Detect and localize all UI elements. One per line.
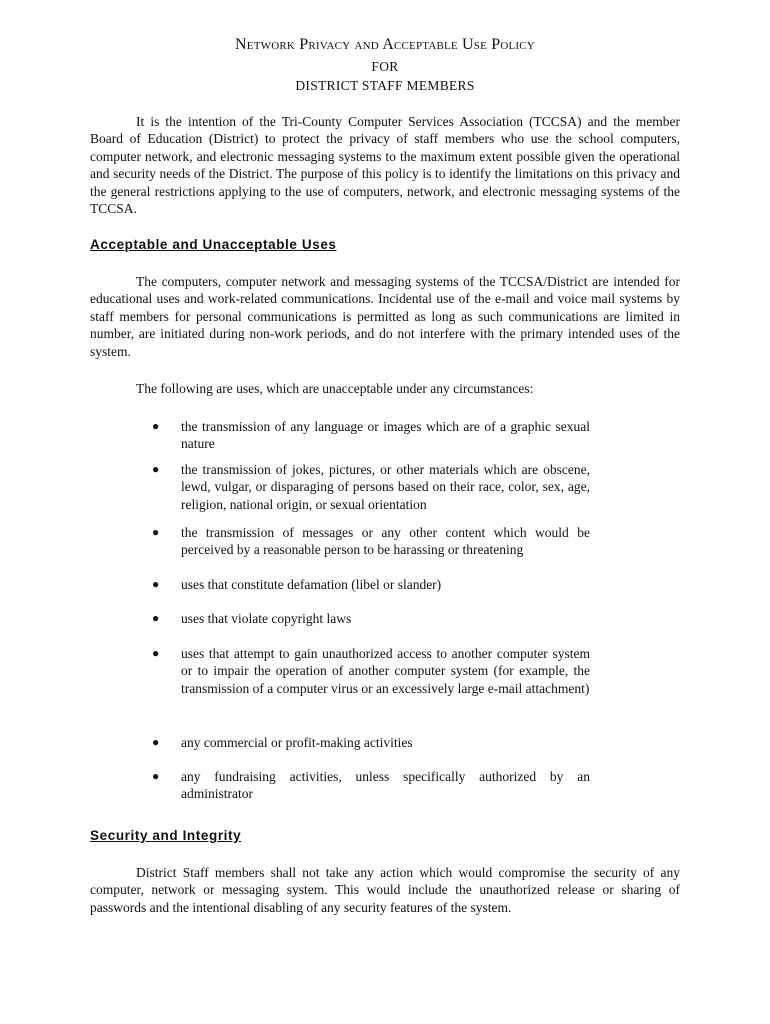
bullet-icon: ●: [152, 646, 160, 660]
bullet-icon: ●: [152, 525, 160, 539]
list-item-text: uses that constitute defamation (libel or slander): [181, 577, 442, 592]
unacceptable-uses-intro: The following are uses, which are unacceptable under any circumstances:: [136, 381, 534, 396]
list-item-text: the transmission of any language or images which are of a graphic sexual nature: [181, 419, 590, 452]
list-item: [152, 418, 590, 453]
list-item: [152, 734, 590, 751]
bullet-icon: ●: [152, 419, 160, 433]
intro-paragraph: It is the intention of the Tri-County Computer Services Association (TCCSA) and the member Board of Education (District) to protect the privacy of staff members who use the school computers, computer network, and electronic messaging systems to the maximum extent possible given the operational and security needs of the District. The purpose of this policy is to identify the limitations on this privacy and the general restrictions applying to the use of computers, network, and electronic messaging systems of the TCCSA.: [90, 114, 680, 217]
bullet-icon: ●: [152, 577, 160, 591]
list-item: [152, 524, 590, 559]
list-item: [152, 461, 590, 513]
security-paragraph: District Staff members shall not take any action which would compromise the security of any computer, network or messaging system. This would include the unauthorized release or sharing of passwords and the intentional disabling of any security features of the system.: [90, 865, 680, 915]
section-heading-acceptable-uses: Acceptable and Unacceptable Uses: [90, 237, 337, 252]
list-item-text: the transmission of jokes, pictures, or other materials which are obscene, lewd, vulgar, or disparaging of persons based on their race, color, sex, age, religion, national origin, or sexual orientation: [181, 462, 590, 512]
list-item-text: uses that violate copyright laws: [181, 611, 352, 626]
list-item-text: any fundraising activities, unless specifically authorized by an administrator: [181, 769, 590, 802]
document-subtitle-audience: DISTRICT STAFF MEMBERS: [295, 78, 475, 93]
bullet-icon: ●: [152, 462, 160, 476]
list-item: [152, 768, 590, 803]
document-title: Network Privacy and Acceptable Use Policy: [235, 36, 535, 53]
section-heading-security: Security and Integrity: [90, 828, 242, 843]
list-item: [152, 610, 590, 627]
document-subtitle-for: FOR: [371, 59, 399, 74]
acceptable-uses-paragraph: The computers, computer network and messaging systems of the TCCSA/District are intended for educational uses and work-related communications. Incidental use of the e-mail and voice mail systems by staff members for personal communications is permitted as long as such communications are limited in number, are initiated during non-work periods, and do not interfere with the primary intended uses of the system.: [90, 274, 680, 359]
list-item: [152, 645, 590, 697]
list-item-text: the transmission of messages or any other content which would be perceived by a reasonable person to be harassing or threatening: [181, 525, 590, 558]
list-item-text: any commercial or profit-making activities: [181, 735, 413, 750]
bullet-icon: ●: [152, 769, 160, 783]
list-item: [152, 576, 590, 593]
list-item-text: uses that attempt to gain unauthorized access to another computer system or to impair the operation of another computer system (for example, the transmission of a computer virus or an excessively large e-mail attachment): [181, 646, 590, 696]
bullet-icon: ●: [152, 735, 160, 749]
bullet-icon: ●: [152, 611, 160, 625]
